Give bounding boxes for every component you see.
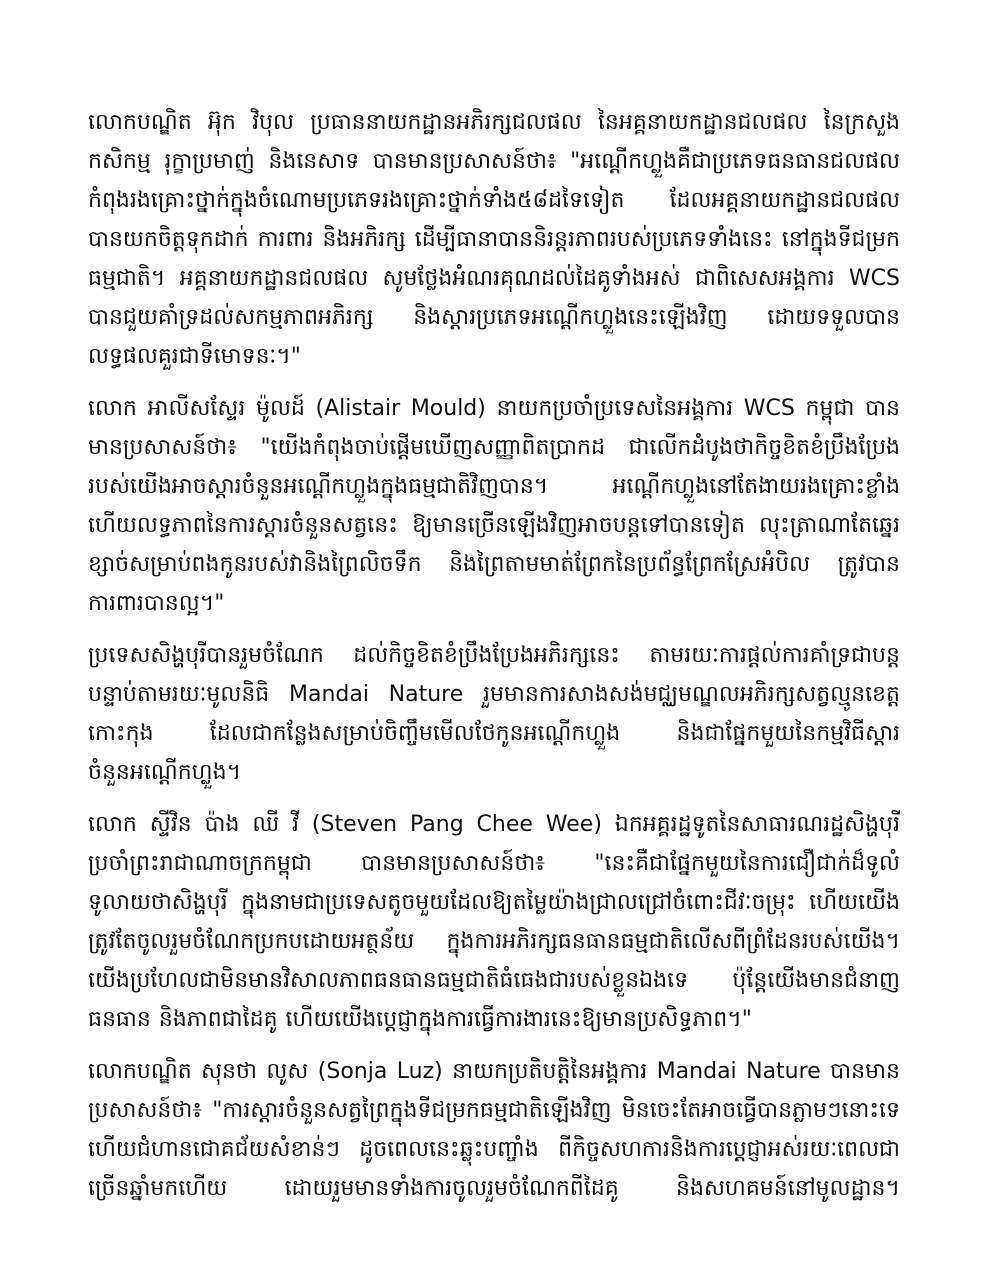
paragraph-mandai-nature-quote: លោកបណ្ឌិត សុនថា លូស (Sonja Luz) នាយកប្រតិបត្តិនៃអង្គការ Mandai Nature បានមានប្រសាសន៍ថា៖ "ការស្តារចំនួនសត្វព្រៃក្នុងទីជម្រកធម្មជាតិឡើងវិញ មិនចេះតែអាចធ្វើបានភ្លាមៗនោះទេ ហើយជំហានជោគជ័យសំខាន់ៗ ដូចពេលនេះឆ្លុះបញ្ចាំង ពីកិច្ចសហការនិងការប្តេជ្ញាអស់រយៈពេលជាច្រើនឆ្នាំមកហើយ ដោយរួមមានទាំងការចូលរួមចំណែកពីដៃគូ និងសហគមន៍នៅមូលដ្ឋាន។ bbox=[88, 1059, 900, 1201]
paragraph-ambassador-quote: លោក ស្ទីវិន ប៉ាង ឈី វី (Steven Pang Chee Wee) ឯកអគ្គរដ្ឋទូតនៃសាធារណរដ្ឋសិង្ហបុរី ប្រចាំព្រះរាជាណាចក្រកម្ពុជា បានមានប្រសាសន៍ថា៖ "នេះគឺជាផ្នែកមួយនៃការជឿជាក់ដ៏ទូលំទូលាយថាសិង្ហបុរី ក្នុងនាមជាប្រទេសតូចមួយដែលឱ្យតម្លៃយ៉ាងជ្រាលជ្រៅចំពោះជីវៈចម្រុះ ហើយយើងត្រូវតែចូលរួមចំណែកប្រកបដោយអត្ថន័យ ក្នុងការអភិរក្សធនធានធម្មជាតិលើសពីព្រំដែនរបស់យើង។ យើងប្រហែលជាមិនមានវិសាលភាពធនធានធម្មជាតិធំធេងជារបស់ខ្លួនឯងទេ ប៉ុន្តែយើងមានជំនាញ ធនធាន និងភាពជាដៃគូ ហើយយើងប្តេជ្ញាក្នុងការធ្វើការងារនេះឱ្យមានប្រសិទ្ធភាព។" bbox=[88, 812, 900, 1032]
paragraph-wcs-director-quote: លោក អាលីសស្ទែរ ម៉ូលដ៍ (Alistair Mould) នាយកប្រចាំប្រទេសនៃអង្គការ WCS កម្ពុជា បានមានប្រសាសន៍ថា៖ "យើងកំពុងចាប់ផ្តើមឃើញសញ្ញាពិតប្រាកដ ជាលើកដំបូងថាកិច្ចខិតខំប្រឹងប្រែងរបស់យើងអាចស្តារចំនួនអណ្តើកហ្លួងក្នុងធម្មជាតិវិញបាន។ អណ្តើកហ្លួងនៅតែងាយរងគ្រោះខ្លាំង ហើយលទ្ធភាពនៃការស្តារចំនួនសត្វនេះ ឱ្យមានច្រើនឡើងវិញអាចបន្តទៅបានទៀត លុះត្រាណាតែឆ្នេរខ្សាច់សម្រាប់ពងកូនរបស់វានិងព្រៃលិចទឹក និងព្រៃតាមមាត់ព្រែកនៃប្រព័ន្ធព្រែកស្រែអំបិល ត្រូវបានការពារបានល្អ។" bbox=[88, 396, 900, 616]
paragraph-singapore-contribution: ប្រទេសសិង្ហបុរីបានរួមចំណែក ដល់កិច្ចខិតខំប្រឹងប្រែងអភិរក្សនេះ តាមរយៈការផ្តល់ការគាំទ្រជាបន្តបន្ទាប់តាមរយៈមូលនិធិ Mandai Nature រួមមានការសាងសង់មជ្ឈមណ្ឌលអភិរក្សសត្វល្មូនខេត្តកោះកុង ដែលជាកន្លែងសម្រាប់ចិញ្ចឹមមើលថែកូនអណ្តើកហ្លួង និងជាផ្នែកមួយនៃកម្មវិធីស្តារចំនួនអណ្តើកហ្លួង។ bbox=[88, 643, 900, 785]
document-body bbox=[88, 103, 900, 1208]
paragraph-fisheries-official-quote: លោកបណ្ឌិត អ៊ុក វិបុល ប្រធាននាយកដ្ឋានអភិរក្សជលផល នៃអគ្គនាយកដ្ឋានជលផល នៃក្រសួងកសិកម្ម រុក្ខាប្រមាញ់ និងនេសាទ បានមានប្រសាសន៍ថា៖ "អណ្តើកហ្លួងគឺជាប្រភេទធនធានជលផលកំពុងរងគ្រោះថ្នាក់ក្នុងចំណោមប្រភេទរងគ្រោះថ្នាក់ទាំង៥៨ដទៃទៀត ដែលអគ្គនាយកដ្ឋានជលផលបានយកចិត្តទុកដាក់ ការពារ និងអភិរក្ស ដើម្បីធានាបាននិរន្តរភាពរបស់ប្រភេទទាំងនេះ នៅក្នុងទីជម្រកធម្មជាតិ។ អគ្គនាយកដ្ឋានជលផល សូមថ្លែងអំណរគុណដល់ដៃគូទាំងអស់ ជាពិសេសអង្គការ WCS បានជួយគាំទ្រដល់សកម្មភាពអភិរក្ស និងស្តារប្រភេទអណ្តើកហ្លួងនេះឡើងវិញ ដោយទទួលបានលទ្ធផលគួរជាទីមោទនៈ។" bbox=[88, 110, 900, 369]
